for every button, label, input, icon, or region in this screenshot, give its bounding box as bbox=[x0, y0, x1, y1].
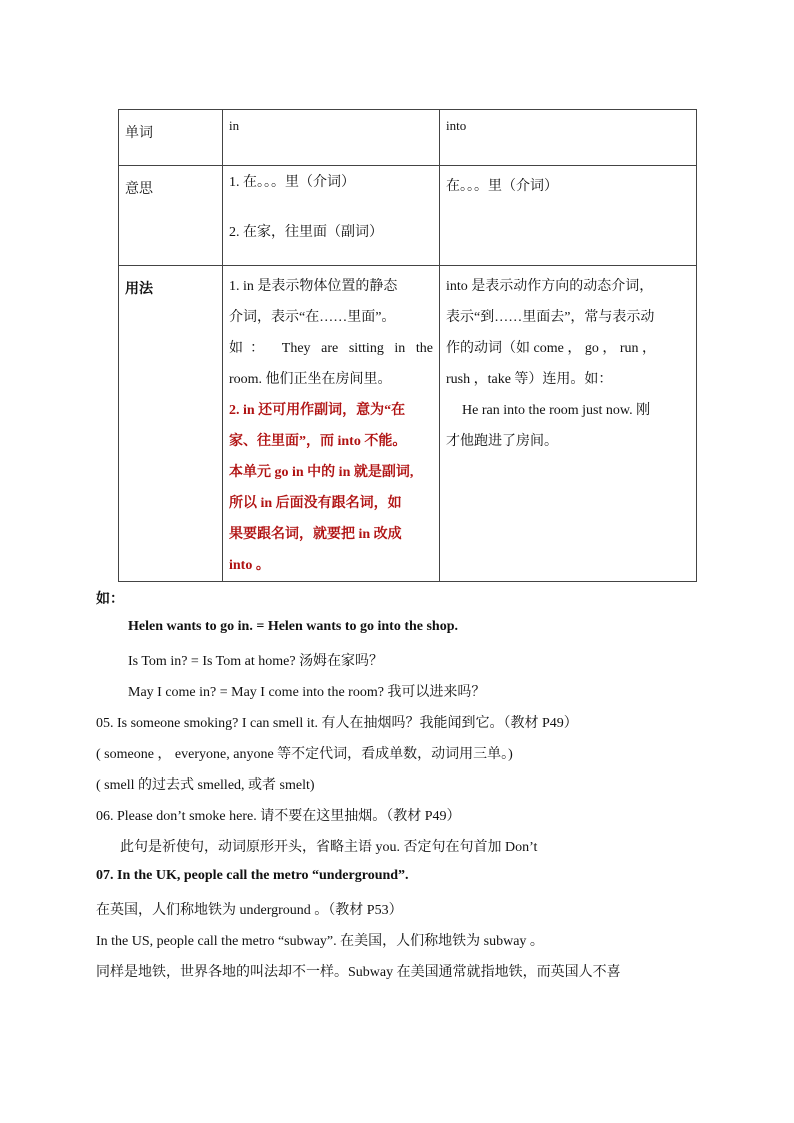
note-07a: 在英国，人们称地铁为 underground 。（教材 P53） bbox=[96, 903, 403, 918]
usage-in-red-line: 果要跟名词，就要把 in 改成 bbox=[229, 527, 402, 542]
table-cell bbox=[440, 266, 697, 582]
table-cell bbox=[119, 110, 223, 166]
usage-in-red-line: into 。 bbox=[229, 558, 270, 573]
column-header-in: in bbox=[229, 118, 240, 133]
usage-in-red-line: 家、往里面”，而 into 不能。 bbox=[229, 434, 407, 449]
usage-in-line: room. 他们正坐在房间里。 bbox=[229, 372, 392, 387]
table-cell bbox=[223, 166, 440, 266]
example-sentence: May I come in? = May I come into the room? 我可以进来吗？ bbox=[128, 685, 486, 700]
table-cell bbox=[223, 266, 440, 582]
example-sentence: Helen wants to go in. = Helen wants to go into the shop. bbox=[128, 619, 458, 634]
table-row bbox=[119, 166, 697, 266]
note-05b: ( smell 的过去式 smelled, 或者 smelt) bbox=[96, 778, 315, 793]
row-label-word: 单词 bbox=[125, 126, 153, 141]
note-07c: 同样是地铁，世界各地的叫法却不一样。Subway 在美国通常就指地铁，而英国人不喜 bbox=[96, 965, 621, 980]
usage-in-line: 1. in 是表示物体位置的静态 bbox=[229, 279, 398, 294]
comparison-table bbox=[118, 109, 697, 582]
usage-into-line: rush ，take 等）连用。如： bbox=[446, 372, 613, 387]
note-06: 此句是祈使句，动词原形开头，省略主语 you. 否定句在句首加 Don’t bbox=[120, 840, 538, 855]
note-07b: In the US, people call the metro “subway”. 在美国，人们称地铁为 subway 。 bbox=[96, 934, 544, 949]
note-05a: ( someone ， everyone, anyone 等不定代词，看成单数，动词用三单。) bbox=[96, 747, 513, 762]
row-label-meaning: 意思 bbox=[125, 182, 153, 197]
meaning-into: 在。。。里（介词） bbox=[446, 179, 558, 194]
meaning-in-line: 2. 在家，往里面（副词） bbox=[229, 225, 383, 240]
item-07: 07. In the UK, people call the metro “underground”. bbox=[96, 868, 409, 883]
usage-into-line: into 是表示动作方向的动态介词， bbox=[446, 279, 654, 294]
row-label-usage: 用法 bbox=[125, 282, 153, 297]
column-header-into: into bbox=[446, 118, 467, 133]
usage-in-red-line: 本单元 go in 中的 in 就是副词, bbox=[229, 465, 414, 480]
table-cell bbox=[119, 266, 223, 582]
usage-into-line: 作的动词（如 come ， go ， run ， bbox=[446, 341, 656, 356]
usage-in-line: 如： They are sitting in the bbox=[229, 341, 433, 356]
usage-into-line: He ran into the room just now. 刚 bbox=[462, 403, 651, 418]
example-label: 如： bbox=[96, 592, 124, 607]
table-cell bbox=[440, 110, 697, 166]
usage-in-red-line: 2. in 还可用作副词，意为“在 bbox=[229, 403, 406, 418]
example-sentence: Is Tom in? = Is Tom at home? 汤姆在家吗？ bbox=[128, 654, 384, 669]
usage-in-line: 介词，表示“在……里面”。 bbox=[229, 310, 396, 325]
item-05: 05. Is someone smoking? I can smell it. 有人在抽烟吗？我能闻到它。（教材 P49） bbox=[96, 716, 578, 731]
meaning-in-line: 1. 在。。。里（介词） bbox=[229, 175, 355, 190]
table-row bbox=[119, 110, 697, 166]
item-06: 06. Please don’t smoke here. 请不要在这里抽烟。（教材 P49） bbox=[96, 809, 461, 824]
table-row bbox=[119, 266, 697, 582]
table-cell bbox=[440, 166, 697, 266]
usage-into-line: 表示“到……里面去”，常与表示动 bbox=[446, 310, 655, 325]
table-cell bbox=[119, 166, 223, 266]
usage-in-red-line: 所以 in 后面没有跟名词，如 bbox=[229, 496, 402, 511]
usage-into-line: 才他跑进了房间。 bbox=[446, 434, 558, 449]
table-cell bbox=[223, 110, 440, 166]
